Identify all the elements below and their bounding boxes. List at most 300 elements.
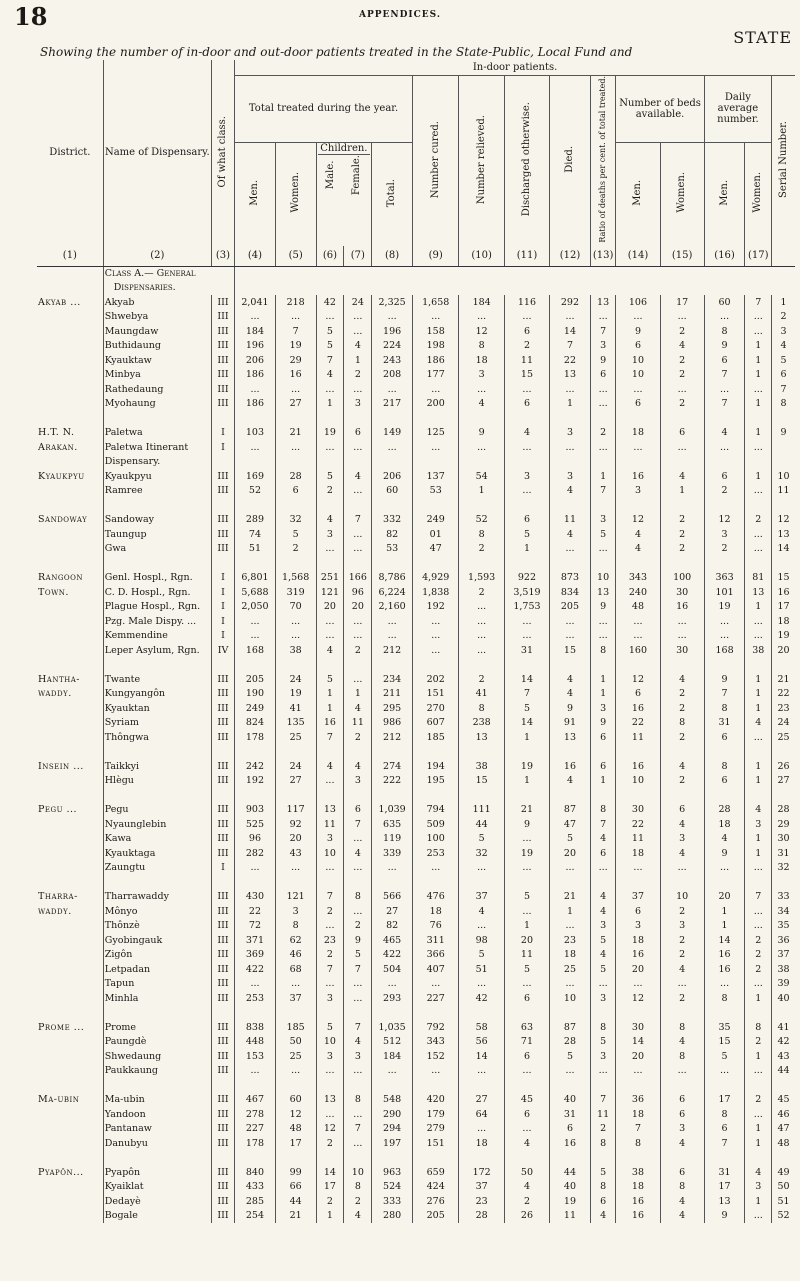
value-cell: ... bbox=[745, 542, 772, 557]
dispensary-name-cell: Genl. Hospl., Rgn. bbox=[103, 571, 211, 586]
column-number: (9) bbox=[412, 246, 459, 267]
district-cell bbox=[37, 962, 103, 977]
value-cell: 8 bbox=[459, 701, 504, 716]
value-cell: 3 bbox=[504, 469, 549, 484]
value-cell: 7 bbox=[745, 890, 772, 905]
value-cell: 5 bbox=[590, 933, 616, 948]
value-cell: ... bbox=[704, 977, 745, 992]
value-cell: 9 bbox=[772, 426, 795, 441]
value-cell: 32 bbox=[275, 513, 316, 528]
value-cell: ... bbox=[275, 440, 316, 455]
value-cell: 2 bbox=[660, 774, 704, 789]
value-cell: 4 bbox=[590, 1209, 616, 1224]
dispensary-name-cell: Thôngwa bbox=[103, 730, 211, 745]
value-cell: 8 bbox=[616, 1136, 660, 1151]
value-cell: 10 bbox=[316, 1035, 344, 1050]
value-cell: ... bbox=[550, 310, 591, 325]
value-cell: 5 bbox=[590, 962, 616, 977]
value-cell: 422 bbox=[235, 962, 276, 977]
value-cell: ... bbox=[275, 310, 316, 325]
district-cell bbox=[37, 1194, 103, 1209]
value-cell: 4 bbox=[660, 672, 704, 687]
value-cell: 25 bbox=[275, 730, 316, 745]
dispensary-name-cell: Pantanaw bbox=[103, 1122, 211, 1137]
value-cell: 16 bbox=[660, 600, 704, 615]
value-cell: III bbox=[211, 353, 234, 368]
col-beds-men: Men. bbox=[616, 142, 660, 245]
value-cell: 5 bbox=[550, 1049, 591, 1064]
value-cell: 206 bbox=[235, 353, 276, 368]
value-cell: 4 bbox=[550, 774, 591, 789]
value-cell: ... bbox=[459, 600, 504, 615]
value-cell bbox=[590, 455, 616, 470]
value-cell: 7 bbox=[590, 484, 616, 499]
value-cell: 6 bbox=[704, 353, 745, 368]
value-cell: ... bbox=[504, 484, 549, 499]
value-cell: ... bbox=[745, 1209, 772, 1224]
district-cell bbox=[37, 1049, 103, 1064]
value-cell: 7 bbox=[704, 1136, 745, 1151]
value-cell: 121 bbox=[275, 890, 316, 905]
value-cell: 30 bbox=[616, 803, 660, 818]
value-cell: 2 bbox=[344, 919, 372, 934]
col-avg-men: Men. bbox=[704, 142, 745, 245]
value-cell: 4 bbox=[344, 469, 372, 484]
value-cell: 8 bbox=[459, 339, 504, 354]
value-cell: 205 bbox=[550, 600, 591, 615]
table-row bbox=[37, 977, 795, 992]
table-row bbox=[37, 1209, 795, 1224]
value-cell: 1,039 bbox=[372, 803, 413, 818]
value-cell: 6 bbox=[504, 397, 549, 412]
group-beds: Number of beds available. bbox=[616, 76, 704, 143]
value-cell: 29 bbox=[275, 353, 316, 368]
value-cell: 81 bbox=[745, 571, 772, 586]
value-cell: 185 bbox=[275, 1020, 316, 1035]
value-cell: 6 bbox=[660, 1107, 704, 1122]
column-number: (13) bbox=[590, 246, 616, 267]
value-cell: 7 bbox=[504, 687, 549, 702]
value-cell: 659 bbox=[412, 1165, 459, 1180]
value-cell: 14 bbox=[704, 933, 745, 948]
value-cell: 2 bbox=[745, 513, 772, 528]
dispensary-name-cell: Twante bbox=[103, 672, 211, 687]
value-cell: 8,786 bbox=[372, 571, 413, 586]
district-cell bbox=[37, 846, 103, 861]
table-title: STATE bbox=[733, 28, 792, 47]
value-cell: 422 bbox=[372, 948, 413, 963]
value-cell: 2 bbox=[745, 962, 772, 977]
value-cell: III bbox=[211, 701, 234, 716]
value-cell: 13 bbox=[550, 368, 591, 383]
value-cell: 16 bbox=[772, 585, 795, 600]
value-cell: 289 bbox=[235, 513, 276, 528]
table-row bbox=[37, 382, 795, 397]
value-cell: 58 bbox=[459, 1020, 504, 1035]
spacer-row bbox=[37, 498, 795, 513]
value-cell: 6 bbox=[550, 1122, 591, 1137]
value-cell: 2 bbox=[745, 948, 772, 963]
dispensary-name-cell: Pyapôn bbox=[103, 1165, 211, 1180]
table-body bbox=[37, 266, 795, 1223]
value-cell: 6 bbox=[504, 513, 549, 528]
value-cell: 4 bbox=[344, 701, 372, 716]
value-cell: ... bbox=[412, 643, 459, 658]
value-cell: 42 bbox=[772, 1035, 795, 1050]
value-cell: 4 bbox=[590, 890, 616, 905]
value-cell: 6 bbox=[704, 469, 745, 484]
value-cell: 8 bbox=[590, 803, 616, 818]
value-cell: ... bbox=[704, 1064, 745, 1079]
value-cell: III bbox=[211, 310, 234, 325]
value-cell bbox=[235, 455, 276, 470]
value-cell: ... bbox=[590, 382, 616, 397]
value-cell: 10 bbox=[616, 353, 660, 368]
value-cell: ... bbox=[590, 440, 616, 455]
value-cell: 53 bbox=[412, 484, 459, 499]
value-cell: 12 bbox=[275, 1107, 316, 1122]
value-cell: 217 bbox=[372, 397, 413, 412]
value-cell: ... bbox=[459, 861, 504, 876]
value-cell: 9 bbox=[704, 672, 745, 687]
col-men: Men. bbox=[235, 142, 276, 245]
value-cell: 41 bbox=[275, 701, 316, 716]
value-cell: III bbox=[211, 817, 234, 832]
value-cell: 2 bbox=[316, 1194, 344, 1209]
value-cell: 2 bbox=[316, 484, 344, 499]
value-cell: 243 bbox=[372, 353, 413, 368]
running-header: APPENDICES. bbox=[359, 10, 441, 20]
district-cell bbox=[37, 455, 103, 470]
column-number: (2) bbox=[103, 246, 211, 267]
value-cell: 3 bbox=[550, 469, 591, 484]
value-cell: 185 bbox=[412, 730, 459, 745]
value-cell: 4 bbox=[504, 1136, 549, 1151]
value-cell: 6 bbox=[704, 1122, 745, 1137]
value-cell: 1 bbox=[745, 832, 772, 847]
value-cell: 525 bbox=[235, 817, 276, 832]
table-row bbox=[37, 817, 795, 832]
value-cell: 14 bbox=[550, 324, 591, 339]
value-cell: 13 bbox=[745, 585, 772, 600]
value-cell: 5,688 bbox=[235, 585, 276, 600]
district-cell: waddy. bbox=[38, 905, 72, 917]
table-row bbox=[37, 948, 795, 963]
district-cell bbox=[37, 832, 103, 847]
value-cell: 3 bbox=[459, 368, 504, 383]
value-cell: 44 bbox=[275, 1194, 316, 1209]
value-cell: ... bbox=[316, 774, 344, 789]
value-cell: 5 bbox=[550, 832, 591, 847]
value-cell: 4 bbox=[550, 687, 591, 702]
value-cell: 63 bbox=[504, 1020, 549, 1035]
value-cell: III bbox=[211, 1064, 234, 1079]
dispensary-name-cell: Paletwa Itinerant bbox=[103, 440, 211, 455]
value-cell: ... bbox=[412, 440, 459, 455]
value-cell: ... bbox=[459, 977, 504, 992]
dispensary-name-cell: Bogale bbox=[103, 1209, 211, 1224]
value-cell: ... bbox=[344, 1064, 372, 1079]
value-cell: 3 bbox=[660, 1122, 704, 1137]
group-total-treated: Total treated during the year. bbox=[235, 76, 413, 143]
value-cell: 1 bbox=[504, 542, 549, 557]
value-cell: III bbox=[211, 687, 234, 702]
value-cell: ... bbox=[616, 310, 660, 325]
value-cell bbox=[412, 455, 459, 470]
value-cell: 18 bbox=[772, 614, 795, 629]
value-cell: III bbox=[211, 948, 234, 963]
value-cell: 24 bbox=[344, 295, 372, 310]
dispensary-name-cell: Mônyo bbox=[103, 904, 211, 919]
value-cell: 3 bbox=[660, 832, 704, 847]
district-cell: Pegu ... bbox=[38, 804, 78, 816]
value-cell: 963 bbox=[372, 1165, 413, 1180]
dispensary-name-cell: Sandoway bbox=[103, 513, 211, 528]
value-cell: III bbox=[211, 339, 234, 354]
col-avg-women: Women. bbox=[745, 142, 772, 245]
value-cell: 135 bbox=[275, 716, 316, 731]
value-cell: 986 bbox=[372, 716, 413, 731]
value-cell: 6 bbox=[590, 730, 616, 745]
dispensary-name-cell: Leper Asylum, Rgn. bbox=[103, 643, 211, 658]
value-cell: 5 bbox=[316, 469, 344, 484]
value-cell: 27 bbox=[275, 774, 316, 789]
value-cell: ... bbox=[704, 614, 745, 629]
dispensary-name-cell: Minbya bbox=[103, 368, 211, 383]
value-cell: ... bbox=[412, 977, 459, 992]
value-cell: 5 bbox=[504, 701, 549, 716]
value-cell: ... bbox=[316, 440, 344, 455]
value-cell: 13 bbox=[772, 527, 795, 542]
district-cell: Prome ... bbox=[38, 1021, 85, 1033]
value-cell: 16 bbox=[550, 759, 591, 774]
value-cell: 3 bbox=[590, 339, 616, 354]
value-cell: 151 bbox=[412, 1136, 459, 1151]
value-cell: 1 bbox=[745, 426, 772, 441]
value-cell: 9 bbox=[616, 324, 660, 339]
value-cell: III bbox=[211, 1165, 234, 1180]
value-cell: 16 bbox=[704, 962, 745, 977]
value-cell: 53 bbox=[372, 542, 413, 557]
table-row bbox=[37, 310, 795, 325]
col-female: Female. bbox=[351, 154, 363, 195]
table-row bbox=[37, 846, 795, 861]
value-cell: 40 bbox=[772, 991, 795, 1006]
value-cell: 6 bbox=[590, 759, 616, 774]
col-relieved: Number relieved. bbox=[459, 76, 504, 246]
district-cell bbox=[37, 600, 103, 615]
value-cell: 4 bbox=[316, 368, 344, 383]
value-cell: 2,050 bbox=[235, 600, 276, 615]
value-cell: 2 bbox=[660, 991, 704, 1006]
value-cell: ... bbox=[372, 1064, 413, 1079]
value-cell: 82 bbox=[372, 527, 413, 542]
dispensary-name-cell: Nyaunglebin bbox=[103, 817, 211, 832]
district-cell: Insein ... bbox=[38, 760, 84, 772]
value-cell: 249 bbox=[235, 701, 276, 716]
value-cell: 1 bbox=[745, 1122, 772, 1137]
value-cell: ... bbox=[504, 629, 549, 644]
value-cell: 51 bbox=[459, 962, 504, 977]
value-cell: 25 bbox=[550, 962, 591, 977]
value-cell: 11 bbox=[772, 484, 795, 499]
value-cell: 4 bbox=[504, 1180, 549, 1195]
value-cell: ... bbox=[344, 629, 372, 644]
value-cell: 2,041 bbox=[235, 295, 276, 310]
value-cell: 5 bbox=[344, 948, 372, 963]
dispensary-name-cell: Thônzè bbox=[103, 919, 211, 934]
value-cell: 2 bbox=[660, 933, 704, 948]
value-cell: 5 bbox=[590, 1035, 616, 1050]
value-cell: 7 bbox=[590, 324, 616, 339]
value-cell: 19 bbox=[550, 1194, 591, 1209]
value-cell: ... bbox=[459, 614, 504, 629]
value-cell: 295 bbox=[372, 701, 413, 716]
col-discharged: Discharged otherwise. bbox=[504, 76, 549, 246]
value-cell: ... bbox=[616, 861, 660, 876]
value-cell: III bbox=[211, 542, 234, 557]
value-cell: ... bbox=[590, 310, 616, 325]
value-cell: ... bbox=[344, 1136, 372, 1151]
value-cell: 512 bbox=[372, 1035, 413, 1050]
value-cell: 4,929 bbox=[412, 571, 459, 586]
table-row bbox=[37, 1136, 795, 1151]
column-number: (7) bbox=[344, 246, 372, 267]
value-cell: ... bbox=[235, 310, 276, 325]
value-cell: 35 bbox=[704, 1020, 745, 1035]
value-cell: 14 bbox=[616, 1035, 660, 1050]
value-cell: 179 bbox=[412, 1107, 459, 1122]
value-cell: 37 bbox=[459, 1180, 504, 1195]
value-cell: I bbox=[211, 585, 234, 600]
value-cell: III bbox=[211, 1180, 234, 1195]
value-cell: 242 bbox=[235, 759, 276, 774]
dispensary-name-cell: C. D. Hospl., Rgn. bbox=[103, 585, 211, 600]
section-heading-row bbox=[37, 266, 795, 281]
value-cell: 420 bbox=[412, 1093, 459, 1108]
value-cell: 13 bbox=[704, 1194, 745, 1209]
value-cell: 28 bbox=[704, 803, 745, 818]
value-cell: ... bbox=[459, 643, 504, 658]
value-cell: 227 bbox=[412, 991, 459, 1006]
value-cell: 52 bbox=[459, 513, 504, 528]
value-cell: 4 bbox=[660, 1035, 704, 1050]
table-head bbox=[37, 60, 795, 266]
value-cell: 125 bbox=[412, 426, 459, 441]
value-cell: 467 bbox=[235, 1093, 276, 1108]
value-cell: I bbox=[211, 426, 234, 441]
value-cell: III bbox=[211, 513, 234, 528]
value-cell: ... bbox=[275, 861, 316, 876]
value-cell: 4 bbox=[660, 1194, 704, 1209]
value-cell: 27 bbox=[372, 904, 413, 919]
value-cell: 224 bbox=[372, 339, 413, 354]
value-cell: 30 bbox=[616, 1020, 660, 1035]
value-cell: 54 bbox=[459, 469, 504, 484]
value-cell: ... bbox=[372, 861, 413, 876]
group-children: Children. Male. Female. bbox=[316, 142, 372, 245]
value-cell: 3 bbox=[590, 701, 616, 716]
value-cell: 6 bbox=[344, 803, 372, 818]
value-cell: 1 bbox=[745, 339, 772, 354]
value-cell: 11 bbox=[590, 1107, 616, 1122]
value-cell: III bbox=[211, 977, 234, 992]
value-cell: 5 bbox=[316, 1020, 344, 1035]
value-cell: 60 bbox=[704, 295, 745, 310]
value-cell: 7 bbox=[616, 1122, 660, 1137]
value-cell: 1 bbox=[745, 368, 772, 383]
dispensary-name-cell: Paukkaung bbox=[103, 1064, 211, 1079]
value-cell: 9 bbox=[704, 846, 745, 861]
value-cell: 200 bbox=[412, 397, 459, 412]
value-cell: 4 bbox=[316, 513, 344, 528]
value-cell: 253 bbox=[412, 846, 459, 861]
value-cell: 31 bbox=[550, 1107, 591, 1122]
value-cell: 339 bbox=[372, 846, 413, 861]
value-cell: 8 bbox=[459, 527, 504, 542]
value-cell: 8 bbox=[704, 1107, 745, 1122]
value-cell: 3 bbox=[590, 513, 616, 528]
value-cell: 6 bbox=[590, 1194, 616, 1209]
dispensary-name-cell: Rathedaung bbox=[103, 382, 211, 397]
value-cell: 119 bbox=[372, 832, 413, 847]
value-cell: 6 bbox=[660, 1165, 704, 1180]
value-cell: 44 bbox=[550, 1165, 591, 1180]
table-row bbox=[37, 774, 795, 789]
value-cell: I bbox=[211, 571, 234, 586]
value-cell bbox=[372, 455, 413, 470]
table-row bbox=[37, 295, 795, 310]
spacer-row bbox=[37, 556, 795, 571]
value-cell: 16 bbox=[616, 1194, 660, 1209]
district-cell: Tharra- bbox=[38, 891, 78, 903]
value-cell: 285 bbox=[235, 1194, 276, 1209]
district-cell bbox=[37, 1209, 103, 1224]
value-cell: ... bbox=[660, 629, 704, 644]
value-cell: 22 bbox=[772, 687, 795, 702]
value-cell: ... bbox=[372, 440, 413, 455]
district-cell bbox=[37, 542, 103, 557]
value-cell: ... bbox=[550, 542, 591, 557]
value-cell: 23 bbox=[550, 933, 591, 948]
dispensary-name-cell: Kungyangôn bbox=[103, 687, 211, 702]
value-cell: III bbox=[211, 991, 234, 1006]
section-subtitle: Dispensaries. bbox=[103, 281, 234, 296]
value-cell: 2 bbox=[504, 339, 549, 354]
dispensary-name-cell: Taungup bbox=[103, 527, 211, 542]
district-cell: Town. bbox=[38, 586, 69, 598]
value-cell: 8 bbox=[344, 890, 372, 905]
value-cell: ... bbox=[745, 310, 772, 325]
value-cell: 294 bbox=[372, 1122, 413, 1137]
value-cell: ... bbox=[372, 310, 413, 325]
value-cell bbox=[459, 455, 504, 470]
value-cell: 18 bbox=[616, 1180, 660, 1195]
value-cell: III bbox=[211, 774, 234, 789]
value-cell: 838 bbox=[235, 1020, 276, 1035]
value-cell: ... bbox=[316, 629, 344, 644]
table-row bbox=[37, 397, 795, 412]
value-cell: 20 bbox=[616, 1049, 660, 1064]
value-cell: 1 bbox=[745, 672, 772, 687]
value-cell: 369 bbox=[235, 948, 276, 963]
value-cell: 1 bbox=[660, 484, 704, 499]
value-cell: 38 bbox=[459, 759, 504, 774]
value-cell: ... bbox=[745, 1064, 772, 1079]
value-cell: ... bbox=[412, 861, 459, 876]
value-cell: 6 bbox=[590, 846, 616, 861]
value-cell: 116 bbox=[504, 295, 549, 310]
